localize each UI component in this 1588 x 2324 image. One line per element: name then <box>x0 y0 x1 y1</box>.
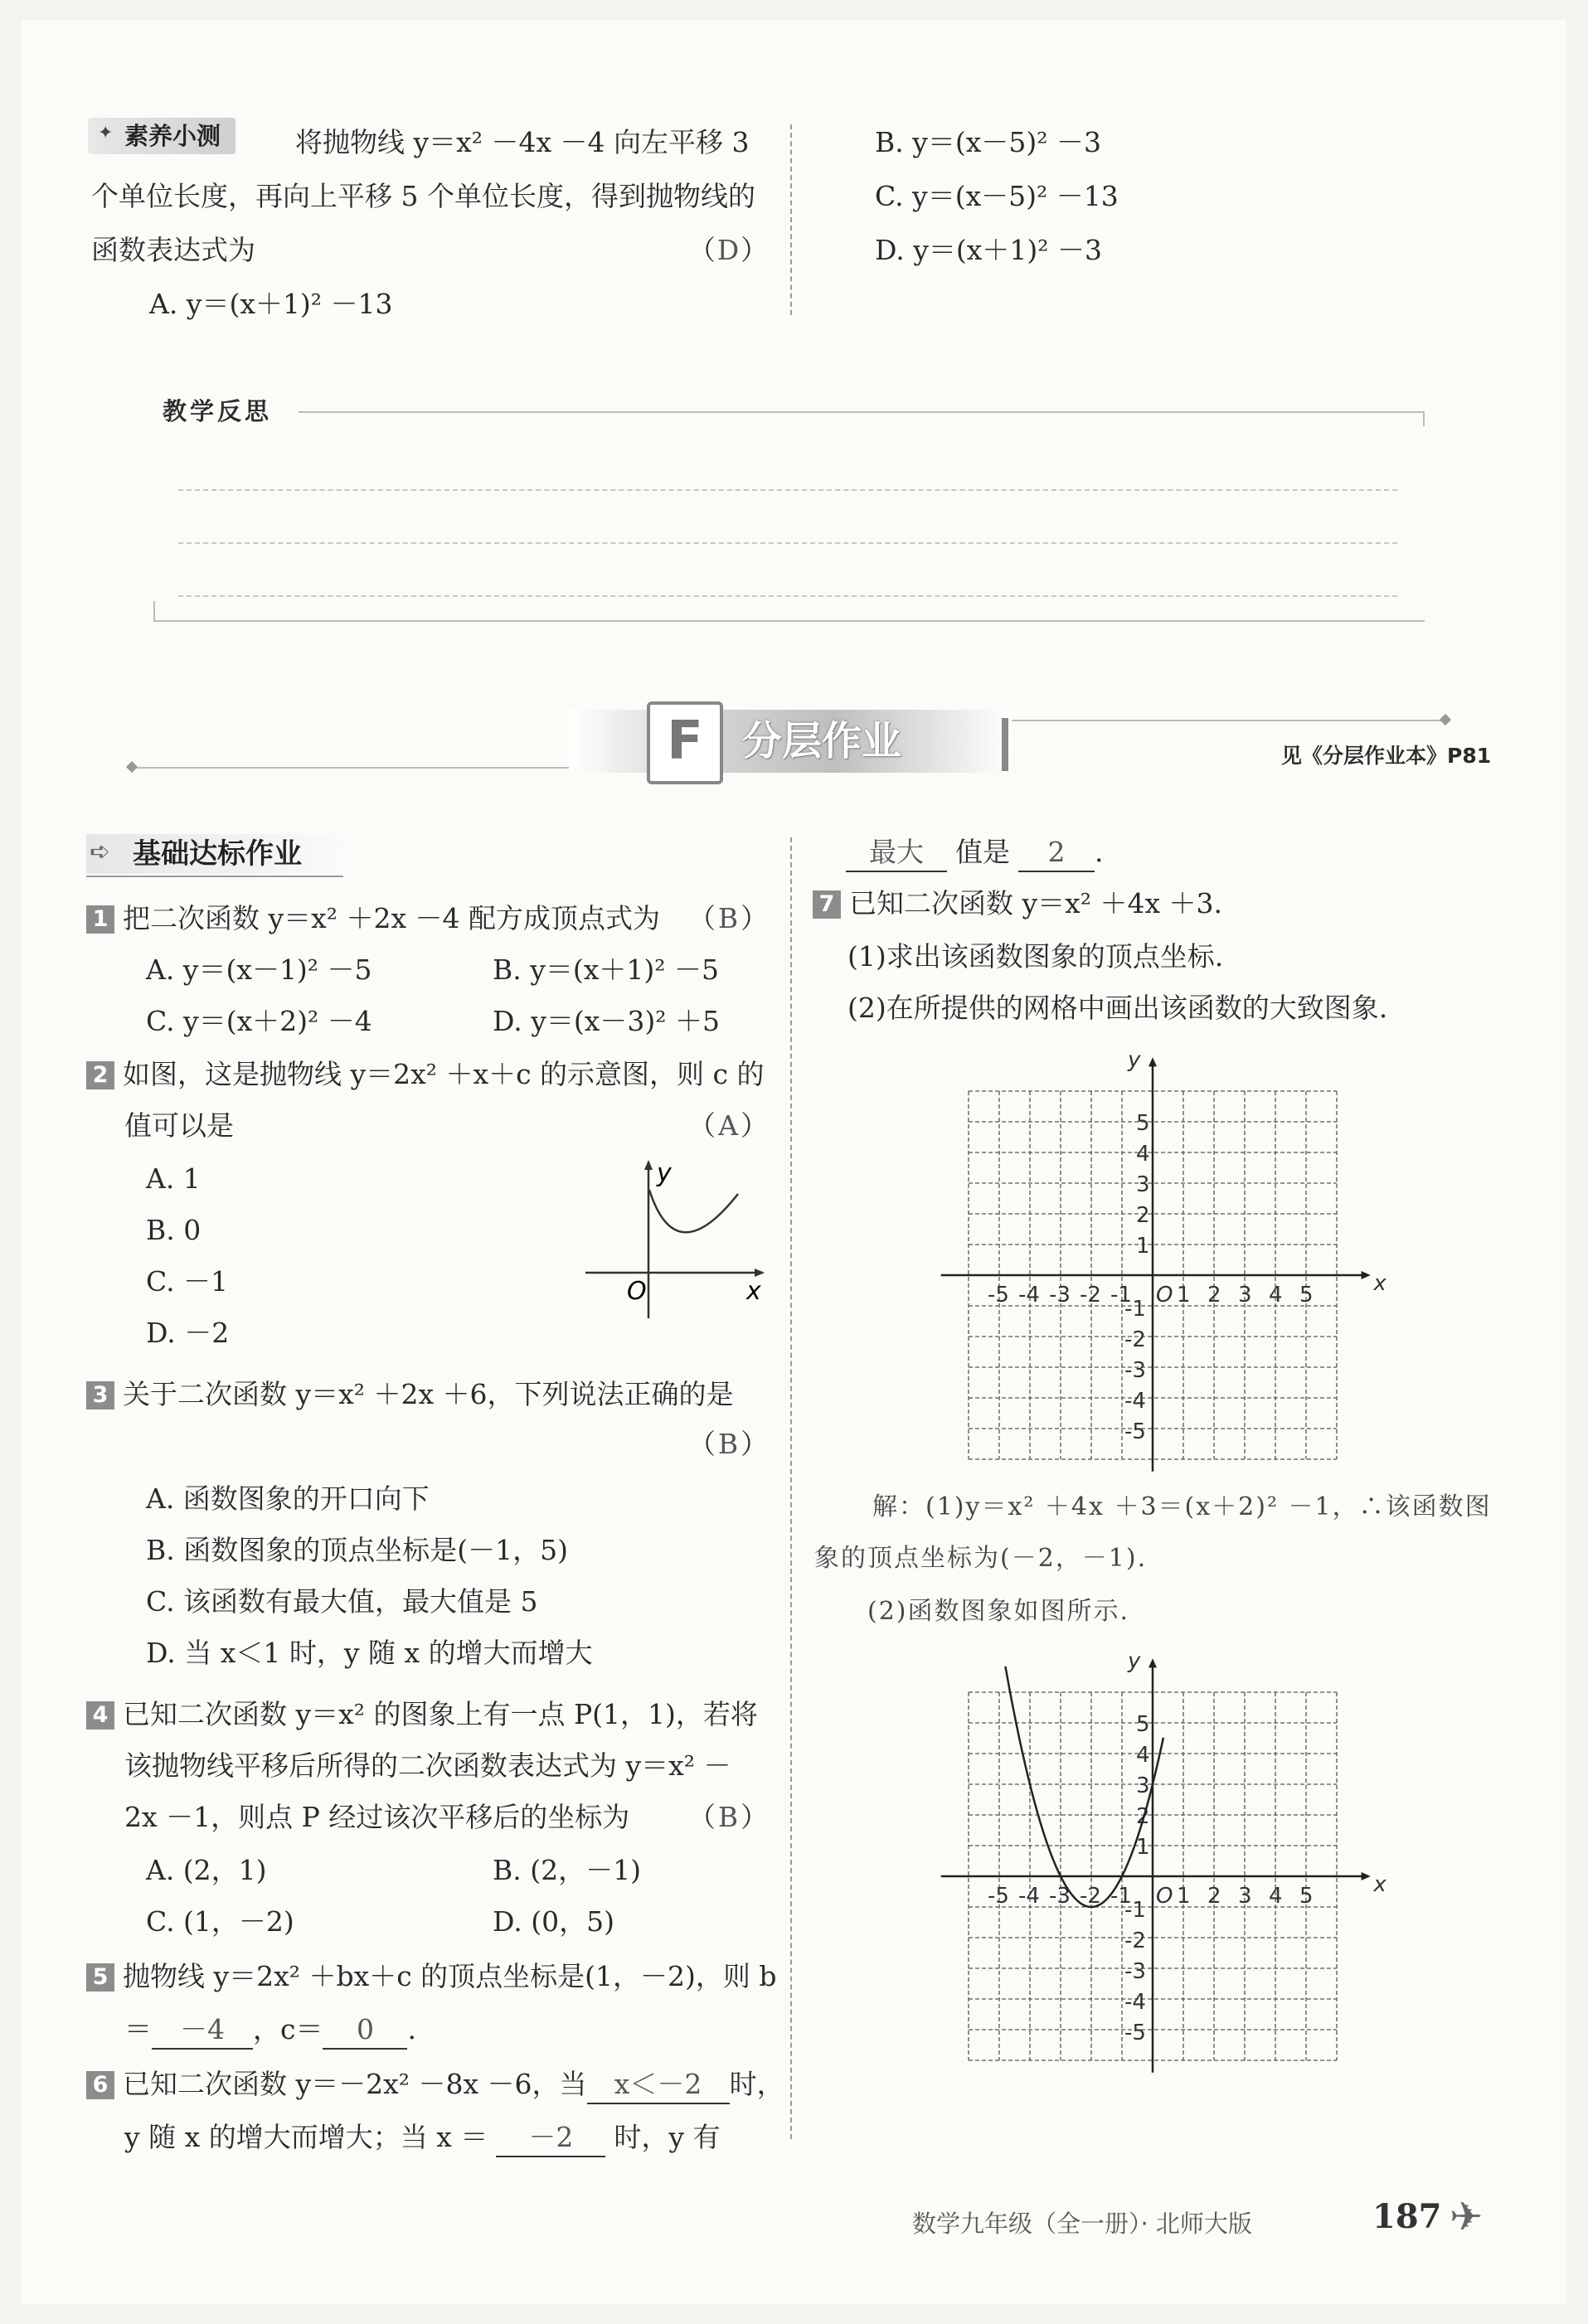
q7-part2: (2)在所提供的网格中画出该函数的大致图象. <box>847 992 1388 1024</box>
q2-curve <box>649 1190 738 1232</box>
y-tick-label: 2 <box>1136 1203 1150 1228</box>
y-tick-label: -5 <box>1124 2021 1146 2045</box>
quiz-option-b: B. y＝(x－5)² －3 <box>875 126 1101 158</box>
column-divider <box>790 837 792 2139</box>
reflection-left-edge <box>153 601 155 620</box>
q2-x-label: x <box>746 1277 761 1306</box>
x-tick-label: 5 <box>1299 1884 1314 1909</box>
q4-option-a: A. (2，1) <box>146 1854 267 1886</box>
question-6-line3: 最大 值是 2 . <box>846 834 1104 872</box>
x-tick-label: -3 <box>1049 1283 1071 1308</box>
x-tick-label: -5 <box>988 1283 1009 1308</box>
quiz-option-d: D. y＝(x＋1)² －3 <box>875 234 1102 266</box>
y-tick-label: 1 <box>1136 1835 1150 1860</box>
question-4-line2: 该抛物线平移后所得的二次函数表达式为 y＝x² － <box>124 1749 731 1782</box>
q5-b-blank: －4 <box>152 2011 253 2050</box>
quiz-badge: ✦ 素养小测 <box>88 118 236 154</box>
question-5-blanks: ＝ －4 ，c＝ 0 . <box>124 2011 416 2050</box>
q2-option-a: A. 1 <box>146 1162 201 1195</box>
quiz-option-c: C. y＝(x－5)² －13 <box>875 180 1119 212</box>
q6-x-blank: －2 <box>496 2119 605 2157</box>
footer-book: 数学九年级（全一册）· 北师大版 <box>912 2210 1252 2238</box>
banner-line-right <box>1012 720 1443 721</box>
question-4-answer: （B） <box>688 1801 768 1833</box>
x-axis-label: x <box>1373 1872 1386 1897</box>
q6-type-blank: 最大 <box>846 834 947 872</box>
subsection-underline <box>86 876 343 877</box>
q1-option-a: A. y＝(x－1)² －5 <box>146 953 372 986</box>
y-tick-label: 5 <box>1136 1111 1150 1136</box>
y-tick-label: 1 <box>1136 1234 1150 1259</box>
x-tick-label: -3 <box>1049 1884 1071 1909</box>
x-tick-label: -4 <box>1018 1884 1040 1909</box>
question-6: 6 已知二次函数 y＝－2x² －8x －6，当 x＜－2 时， <box>86 2066 784 2104</box>
q3-option-d: D. 当 x＜1 时，y 随 x 的增大而增大 <box>146 1637 593 1669</box>
y-axis-arrow <box>1149 1658 1157 1667</box>
x-tick-label: 1 <box>1177 1884 1191 1909</box>
question-3: 3 关于二次函数 y＝x² ＋2x ＋6，下列说法正确的是 <box>86 1376 734 1413</box>
origin-label: O <box>1156 1283 1173 1308</box>
x-tick-label: 2 <box>1207 1283 1221 1308</box>
x-tick-label: -1 <box>1110 1884 1132 1909</box>
quiz-option-a: A. y＝(x＋1)² －13 <box>149 288 393 320</box>
y-tick-label: 4 <box>1136 1743 1150 1768</box>
x-tick-label: 3 <box>1238 1884 1252 1909</box>
banner-line-left <box>133 767 614 769</box>
quiz-answer: （D） <box>688 234 768 266</box>
q2-option-c: C. －1 <box>146 1265 229 1298</box>
question-4: 4 已知二次函数 y＝x² 的图象上有一点 P(1，1)，若将 <box>86 1696 758 1733</box>
y-tick-label: -4 <box>1124 1389 1146 1414</box>
reflection-line <box>178 595 1397 597</box>
reflection-line <box>178 489 1397 491</box>
question-7: 7 已知二次函数 y＝x² ＋4x ＋3. <box>813 885 1222 922</box>
question-2: 2 如图，这是抛物线 y＝2x² ＋x＋c 的示意图，则 c 的 <box>86 1056 765 1093</box>
q1-option-c: C. y＝(x＋2)² －4 <box>146 1005 372 1037</box>
q7-solution-line2: 象的顶点坐标为(－2，－1). <box>814 1544 1148 1573</box>
quiz-line3: 函数表达式为 <box>91 234 255 266</box>
reflection-right-edge <box>1423 411 1425 426</box>
x-tick-label: -1 <box>1110 1283 1132 1308</box>
question-4-line3: 2x －1，则点 P 经过该次平移后的坐标为 <box>124 1801 630 1833</box>
q6-value-blank: 2 <box>1018 834 1095 872</box>
quiz-line1: 将抛物线 y＝x² －4x －4 向左平移 3 <box>295 126 750 158</box>
question-1-answer: （B） <box>688 902 768 934</box>
y-tick-label: 3 <box>1136 1172 1150 1197</box>
q2-y-arrow <box>644 1160 653 1170</box>
q4-option-b: B. (2，－1) <box>493 1854 641 1886</box>
x-tick-label: -2 <box>1080 1884 1101 1909</box>
q6-cond-blank: x＜－2 <box>587 2066 730 2104</box>
q1-option-b: B. y＝(x＋1)² －5 <box>493 953 719 986</box>
banner-title: 分层作业 <box>742 718 902 764</box>
x-tick-label: 2 <box>1207 1884 1221 1909</box>
question-5: 5 抛物线 y＝2x² ＋bx＋c 的顶点坐标是(1，－2)，则 b <box>86 1958 777 1995</box>
q2-origin: O <box>627 1277 647 1306</box>
quiz-line2: 个单位长度，再向上平移 5 个单位长度，得到抛物线的 <box>91 180 755 212</box>
y-tick-label: -2 <box>1124 1929 1146 1953</box>
y-axis-arrow <box>1149 1057 1157 1066</box>
star-icon: ✦ <box>98 123 114 143</box>
q7-solution-graph <box>929 1637 1386 2069</box>
question-2-text2: 值可以是 <box>124 1109 234 1142</box>
reflection-title: 教学反思 <box>163 397 273 425</box>
x-tick-label: -2 <box>1080 1283 1101 1308</box>
q2-y-label: y <box>657 1159 672 1188</box>
paper-crane-icon: ✈ <box>1450 2194 1484 2240</box>
y-axis-label: y <box>1128 1047 1141 1073</box>
y-tick-label: -1 <box>1124 1898 1146 1923</box>
q4-option-d: D. (0，5) <box>493 1905 615 1938</box>
q2-x-arrow <box>755 1269 765 1277</box>
y-tick-label: 5 <box>1136 1712 1150 1737</box>
subsection-header: ➪ 基础达标作业 <box>86 834 343 874</box>
y-axis-label: y <box>1128 1648 1141 1674</box>
x-tick-label: 4 <box>1269 1884 1283 1909</box>
q7-part1: (1)求出该函数图象的顶点坐标. <box>847 940 1224 973</box>
q1-option-d: D. y＝(x－3)² ＋5 <box>493 1005 720 1037</box>
question-1: 1 把二次函数 y＝x² ＋2x －4 配方成顶点式为 <box>86 900 660 937</box>
banner-reference: 见《分层作业本》P81 <box>1281 744 1492 768</box>
y-tick-label: -1 <box>1124 1297 1146 1322</box>
q4-option-c: C. (1，－2) <box>146 1905 294 1938</box>
x-tick-label: 1 <box>1177 1283 1191 1308</box>
divider <box>790 124 792 315</box>
q5-c-blank: 0 <box>323 2011 407 2050</box>
q3-option-b: B. 函数图象的顶点坐标是(－1，5) <box>146 1534 568 1566</box>
q7-solution-line1: 解：(1)y＝x² ＋4x ＋3＝(x＋2)² －1，∴该函数图 <box>872 1492 1492 1521</box>
page-number: 187 <box>1372 2197 1442 2236</box>
reflection-bottom-line <box>153 620 1425 622</box>
y-tick-label: -2 <box>1124 1327 1146 1352</box>
q7-solution-line3: (2)函数图象如图所示. <box>867 1597 1130 1626</box>
x-tick-label: -5 <box>988 1884 1009 1909</box>
reflection-line <box>178 542 1397 544</box>
q3-option-c: C. 该函数有最大值，最大值是 5 <box>146 1585 538 1618</box>
y-tick-label: -5 <box>1124 1419 1146 1444</box>
q2-option-b: B. 0 <box>146 1214 202 1246</box>
y-tick-label: 2 <box>1136 1804 1150 1829</box>
y-tick-label: -4 <box>1124 1990 1146 2015</box>
banner-end-bar <box>1002 718 1008 771</box>
x-axis-label: x <box>1373 1271 1386 1296</box>
x-tick-label: -4 <box>1018 1283 1040 1308</box>
x-tick-label: 5 <box>1299 1283 1314 1308</box>
banner-f-icon: F <box>647 701 723 784</box>
q2-parabola-graph <box>580 1157 771 1322</box>
y-tick-label: -3 <box>1124 1959 1146 1984</box>
x-tick-label: 4 <box>1269 1283 1283 1308</box>
pencil-arrow-icon: ➪ <box>90 837 111 866</box>
q2-option-d: D. －2 <box>146 1317 230 1349</box>
question-6-line2: y 随 x 的增大而增大；当 x ＝ －2 时，y 有 <box>124 2119 720 2157</box>
y-tick-label: -3 <box>1124 1358 1146 1383</box>
y-tick-label: 4 <box>1136 1142 1150 1167</box>
q3-option-a: A. 函数图象的开口向下 <box>146 1482 430 1515</box>
x-tick-label: 3 <box>1238 1283 1252 1308</box>
origin-label: O <box>1156 1884 1173 1909</box>
question-2-answer: （A） <box>688 1109 768 1142</box>
reflection-top-line <box>299 411 1425 413</box>
question-3-answer: （B） <box>688 1428 768 1460</box>
q7-blank-grid <box>929 1036 1386 1468</box>
y-tick-label: 3 <box>1136 1773 1150 1798</box>
